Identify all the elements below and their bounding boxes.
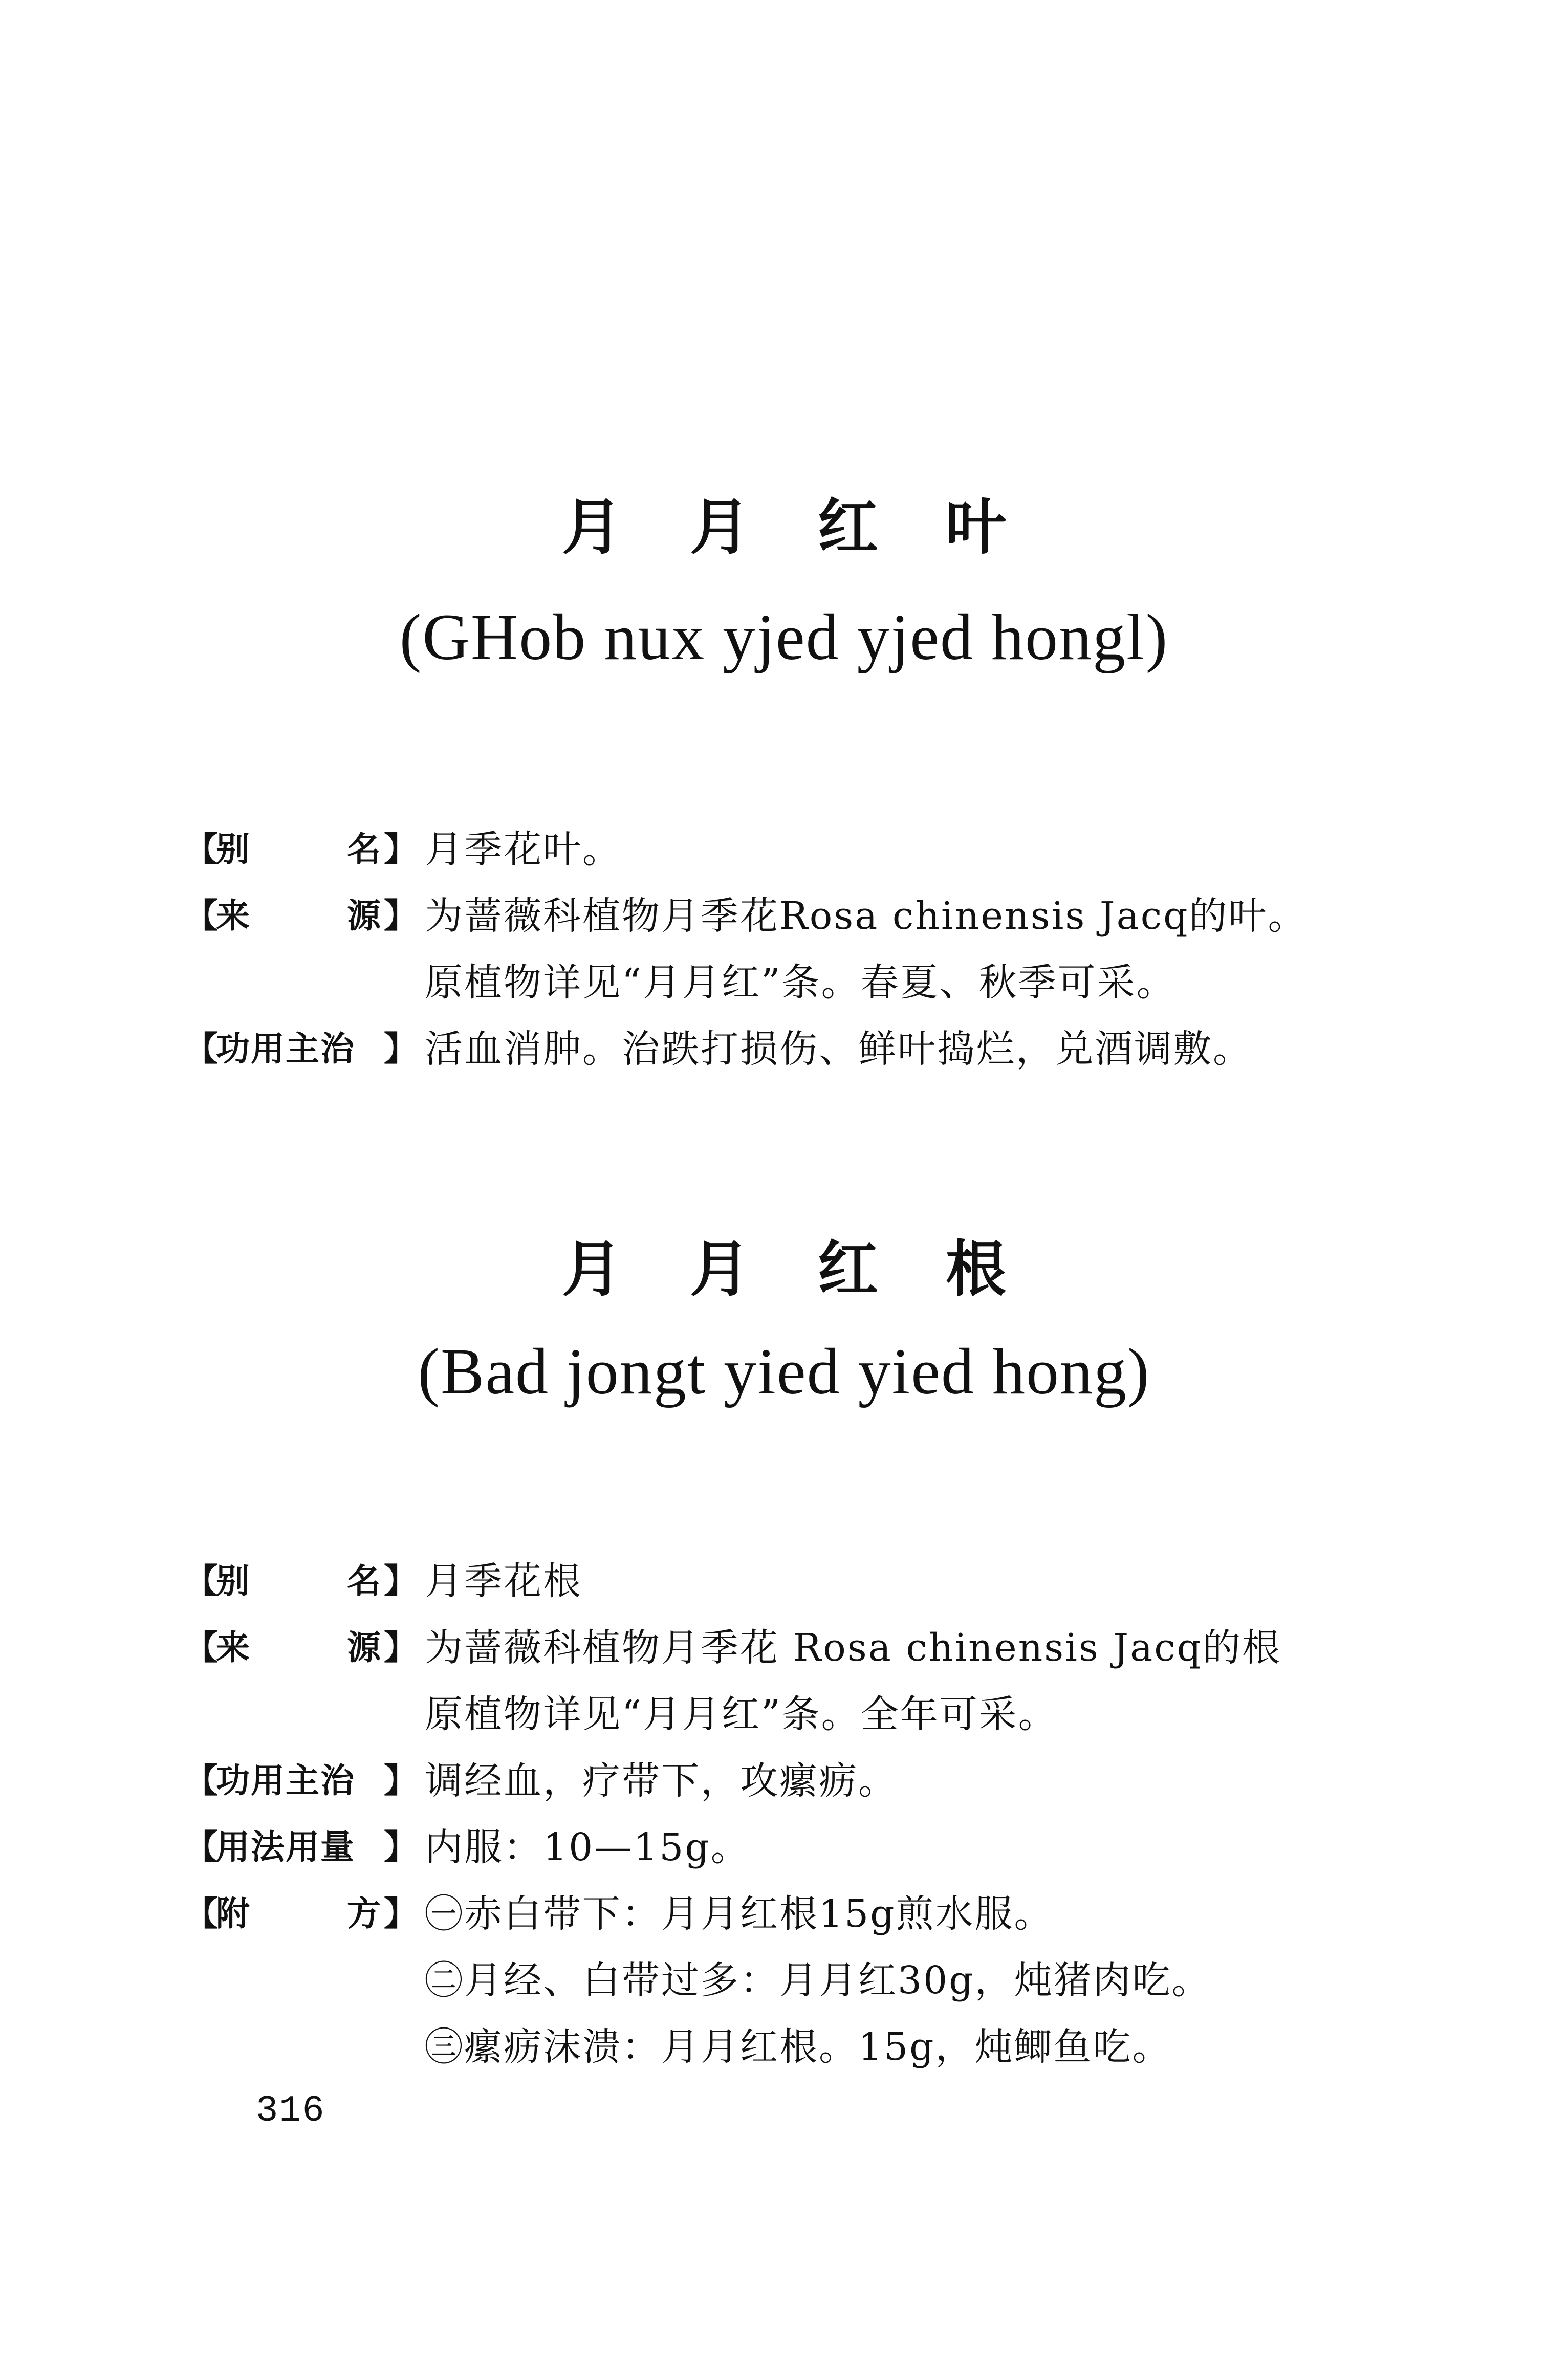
entry-value: 原植物详见“月月红”条。春夏、秋季可采。 <box>425 961 1176 1005</box>
section1-title-char: 红 <box>818 492 879 562</box>
entry-row-source: 【 来 源 】 为蔷薇科植物月季花 Rosa chinensis Jacq的根 <box>184 1620 1412 1686</box>
section2-title-char: 根 <box>946 1234 1007 1304</box>
section2-title <box>0 1233 1568 1305</box>
entry-row-alias: 【 别 名 】 月季花根 <box>184 1553 1412 1620</box>
entry-value: ㊂瘰疬沫溃：月月红根。15g，炖鲫鱼吃。 <box>425 2025 1172 2069</box>
entry-continuation <box>184 1952 1412 2019</box>
section1-pinyin: (GHob nux yjed yjed hongl) <box>399 601 1169 673</box>
page-number: 316 <box>256 2090 325 2132</box>
section1-title-char: 月 <box>562 492 623 562</box>
section2-title-char: 月 <box>690 1234 751 1304</box>
section1-title-char: 月 <box>690 492 751 562</box>
entry-value: 为蔷薇科植物月季花 Rosa chinensis Jacq的根 <box>425 1626 1282 1670</box>
entry-value: 月季花叶。 <box>425 827 622 871</box>
section2-title-char: 月 <box>562 1234 623 1304</box>
entry-row-dosage: 【 用法用量 】 内服：10—15g。 <box>184 1819 1412 1886</box>
entry-row-function: 【 功用主治 】 活血消肿。治跌打损伤、鲜叶捣烂，兑酒调敷。 <box>184 1021 1412 1087</box>
entry-value: 月季花根 <box>425 1559 582 1603</box>
section1-title-char: 叶 <box>946 492 1007 562</box>
entry-value: 内服：10—15g。 <box>425 1825 750 1869</box>
entry-value: ㊀赤白带下：月月红根15g煎水服。 <box>425 1892 1054 1936</box>
entry-value: 原植物详见“月月红”条。全年可采。 <box>425 1692 1058 1736</box>
entry-value: 为蔷薇科植物月季花Rosa chinensis Jacq的叶。 <box>425 894 1308 938</box>
entry-continuation <box>184 2019 1412 2085</box>
section1-title <box>0 491 1568 563</box>
entry-value: 活血消肿。治跌打损伤、鲜叶捣烂，兑酒调敷。 <box>425 1027 1252 1071</box>
entry-row-function: 【 功用主治 】 调经血，疗带下，攻瘰疬。 <box>184 1753 1412 1819</box>
section2-entries <box>184 1553 1412 2085</box>
entry-row-alias: 【 别 名 】 月季花叶。 <box>184 821 1412 888</box>
section1-entries <box>184 821 1412 1087</box>
entry-row-source: 【 来 源 】 为蔷薇科植物月季花Rosa chinensis Jacq的叶。 <box>184 888 1412 954</box>
section2-title-char: 红 <box>818 1234 879 1304</box>
section2-pinyin: (Bad jongt yied yied hong) <box>418 1335 1150 1408</box>
entry-value: 调经血，疗带下，攻瘰疬。 <box>425 1759 898 1803</box>
entry-value: ㊁月经、白带过多：月月红30g，炖猪肉吃。 <box>425 1958 1211 2002</box>
entry-continuation <box>184 1686 1412 1753</box>
entry-continuation <box>184 954 1412 1021</box>
entry-row-prescription: 【 附 方 】 ㊀赤白带下：月月红根15g煎水服。 <box>184 1886 1412 1952</box>
